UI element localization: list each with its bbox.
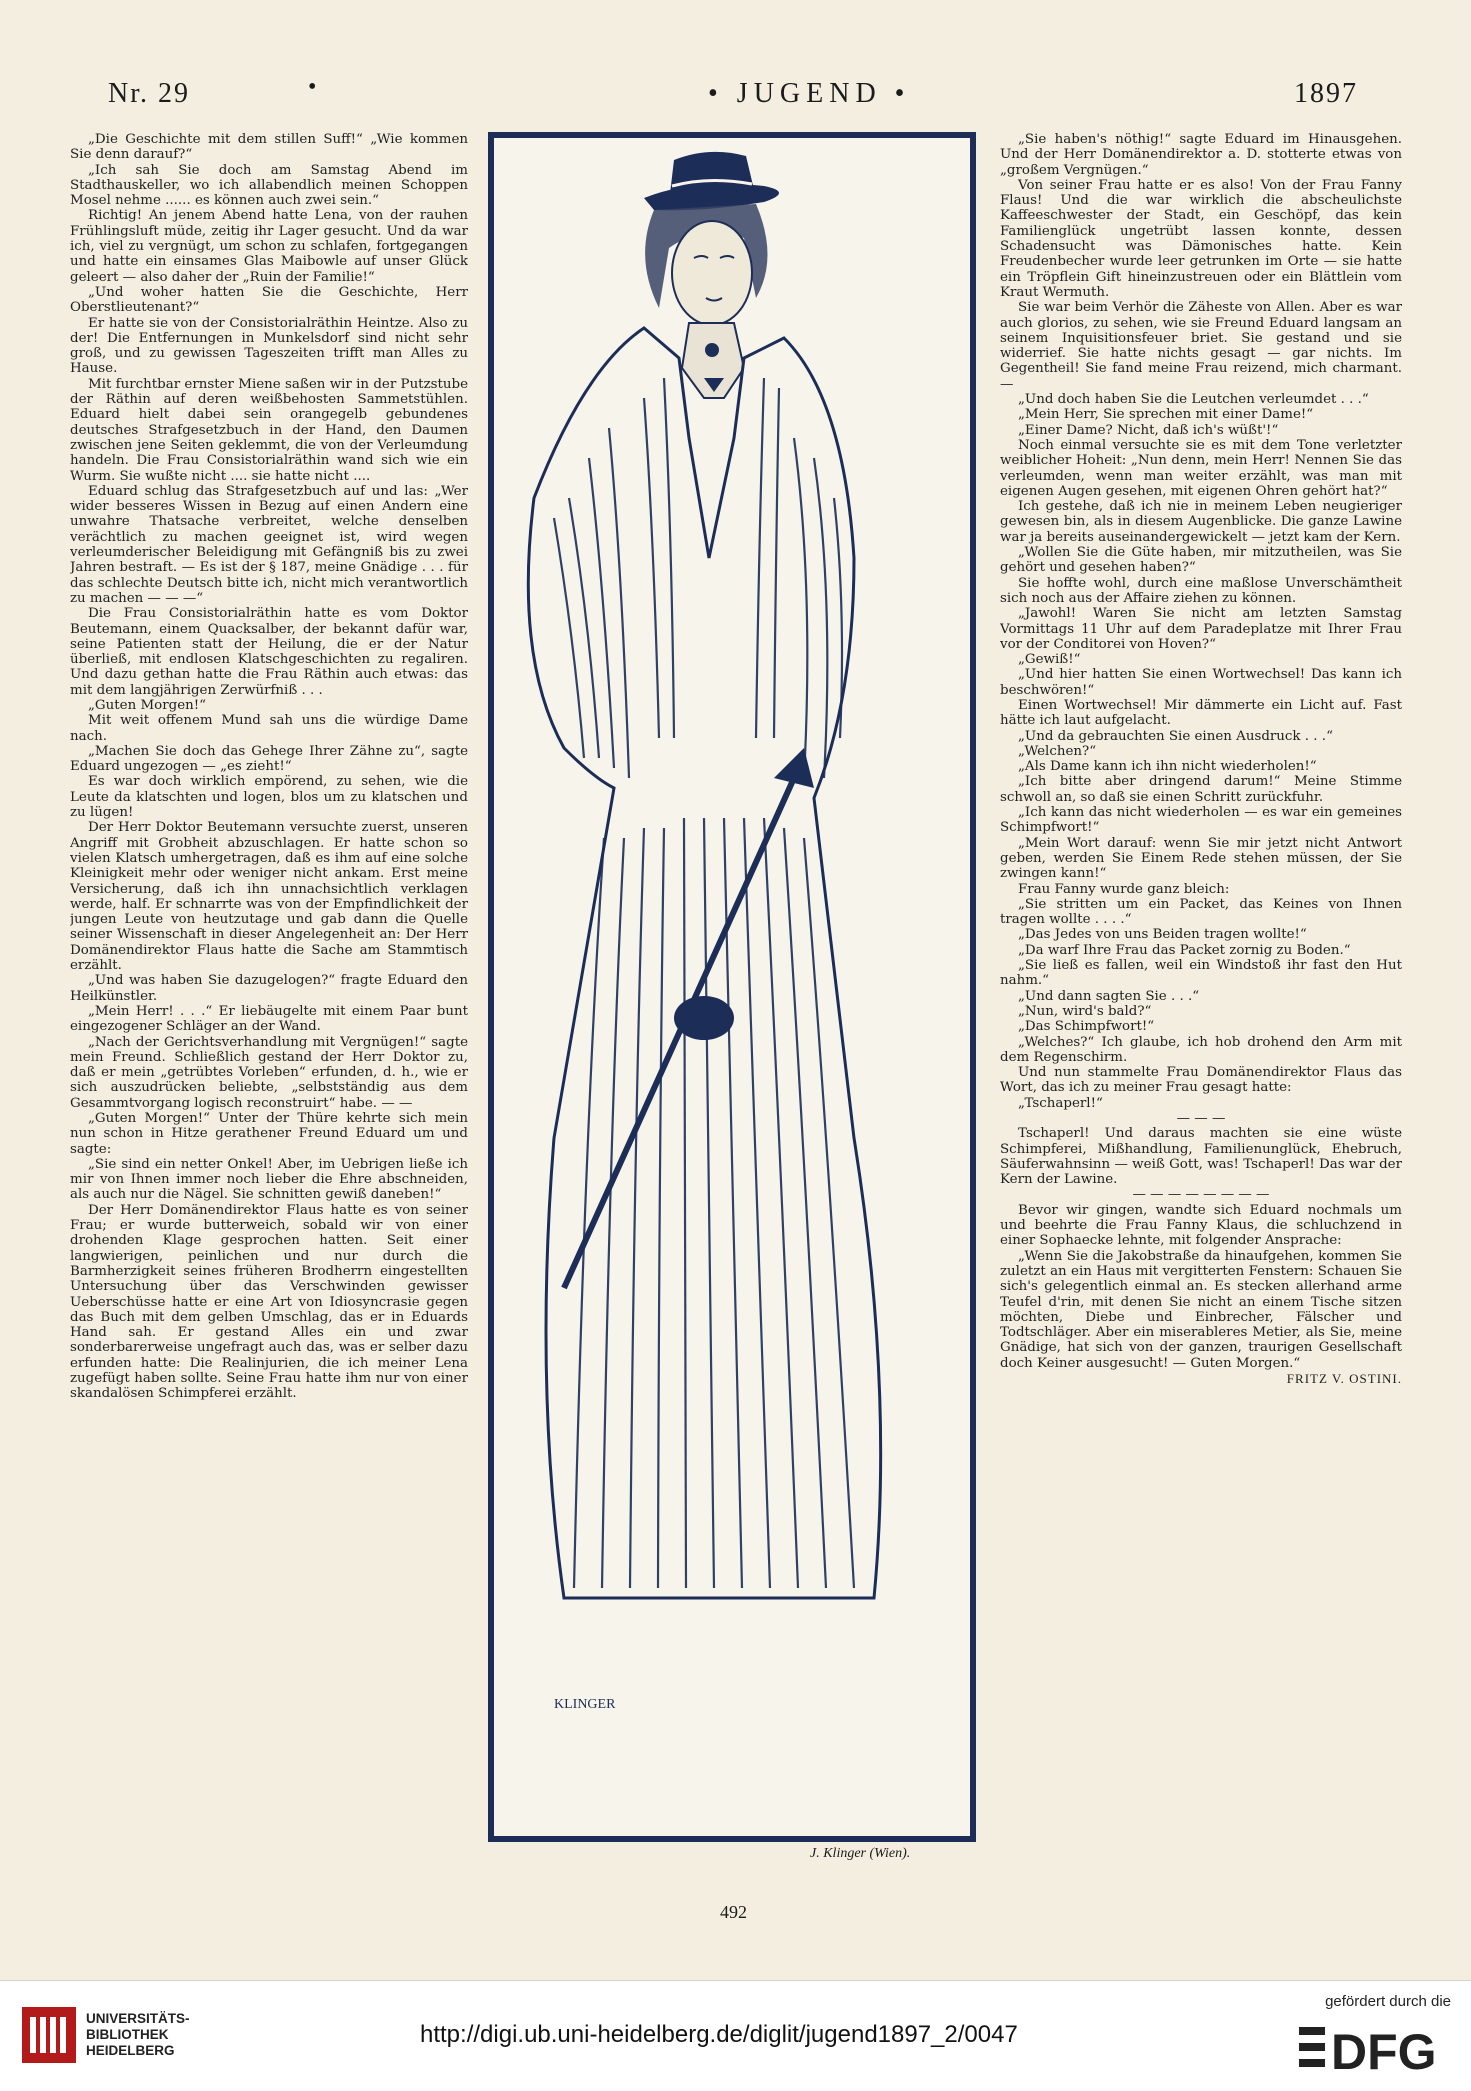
paragraph: „Tschaperl!“: [1018, 1095, 1103, 1111]
illustration-frame: [488, 132, 976, 1842]
paragraph: „Sie haben's nöthig!“ sagte Eduard im Hinausgehen. Und der Herr Domänendirektor a. D. stotterte etwas von „großem Vergnügen.“: [1000, 132, 1402, 178]
library-line: HEIDELBERG: [86, 2043, 175, 2058]
paragraph: „Mein Herr, Sie sprechen mit einer Dame!“: [1018, 407, 1314, 423]
paragraph: Ich gestehe, daß ich nie in meinem Leben neugieriger gewesen bin, als in diesem Augenblicke. Die ganze Lawine war ja bereits auseinandergewickelt — jetzt kam der Kern.: [1000, 499, 1402, 545]
paragraph: „Nach der Gerichtsverhandlung mit Vergnügen!“ sagte mein Freund. Schließlich gestand der Herr Doktor zu, daß er mein „getrübtes Vorleben“ erfunden, d. h., wie er sich auszudrücken beliebte, „selbstständig aus dem Gesammtvorgang logisch reconstruirt“ habe. — —: [70, 1034, 468, 1111]
paragraph: „Guten Morgen!“ Unter der Thüre kehrte sich mein nun schon in Hitze gerathener Freund Eduard um und sagte:: [70, 1111, 468, 1157]
paragraph: „Das Schimpfwort!“: [1018, 1019, 1155, 1035]
artist-signature: KLINGER: [554, 1697, 616, 1712]
digitization-footer: [0, 1980, 1471, 2091]
issue-number: Nr. 29: [108, 78, 190, 109]
paragraph: „Sie sind ein netter Onkel! Aber, im Uebrigen ließe ich mir von Ihnen immer noch lieber die Ehre abschneiden, als auch nur die Nägel. Sie schnitten gewiß daneben!“: [70, 1156, 468, 1203]
paragraph: „Und was haben Sie dazugelogen?“ fragte Eduard den Heilkünstler.: [70, 973, 468, 1004]
paragraph: Mit furchtbar ernster Miene saßen wir in der Putzstube der Räthin auf deren weißbehosten Sammetstühlen. Eduard hielt dabei sein orangegelb gebundenes deutsches Strafgesetzbuch in der Hand, den Daumen zwischen jene Seiten geklemmt, die von der Verleumdung handeln. Die Frau Consistorialräthin wand sich wie ein Wurm. Sie wußte nicht .... sie hatte nicht ....: [70, 376, 468, 484]
paragraph: „Da warf Ihre Frau das Packet zornig zu Boden.“: [1018, 942, 1351, 958]
paragraph: „Sie ließ es fallen, weil ein Windstoß ihr fast den Hut nahm.“: [1000, 958, 1402, 989]
left-text-column: [70, 132, 468, 1842]
paragraph: Sie war beim Verhör die Zäheste von Allen. Aber es war auch glorios, zu sehen, wie sie Freund Eduard langsam an seinem Inquisitionsfeuer briet. Sie gestand und sie widerrief. Sie hatte nichts gesagt — gar nichts. Im Gegentheil! Sie fand meine Frau reizend, mich charmant. —: [1000, 300, 1402, 392]
illustration-credit: J. Klinger (Wien).: [810, 1846, 911, 1861]
paragraph: Und nun stammelte Frau Domänendirektor Flaus das Wort, das ich zu meiner Frau gesagt hatte:: [1000, 1065, 1402, 1096]
coat: [528, 328, 880, 1598]
woman-figure-illustration: [494, 138, 970, 1836]
paragraph: Noch einmal versuchte sie es mit dem Tone verletzter weiblicher Hoheit: „Nun denn, mein Herr! Nennen Sie das verleumden, wenn man weiter erzählt, was man mit eigenen Augen gesehen, mit eigenen Ohren gehört hat?“: [1000, 437, 1402, 499]
face: [672, 221, 752, 325]
gloved-hand: [674, 996, 734, 1040]
paragraph: „Und da gebrauchten Sie einen Ausdruck . . .“: [1018, 728, 1333, 744]
paragraph: „Das Jedes von uns Beiden tragen wollte!“: [1018, 927, 1307, 943]
paragraph: „Mein Wort darauf: wenn Sie mir jetzt nicht Antwort geben, werden Sie Einem Rede stehen müssen, der Sie zwingen kann!“: [1000, 835, 1402, 882]
paragraph: „Und hier hatten Sie einen Wortwechsel! Das kann ich beschwören!“: [1000, 667, 1402, 698]
paragraph: „Ich kann das nicht wiederholen — es war ein gemeines Schimpfwort!“: [1000, 805, 1402, 836]
page-number: 492: [720, 1902, 747, 1922]
year: 1897: [1294, 78, 1358, 109]
paragraph: — — —: [1176, 1111, 1226, 1126]
paragraph: Richtig! An jenem Abend hatte Lena, von der rauhen Frühlingsluft müde, zeitig ihr Lager gesucht. Und da war ich, viel zu vergnügt, um schon zu schlafen, fortgegangen und hatte ein einsames Glas Maibowle auf unser Glück geleert — also daher der „Ruin der Familie!“: [70, 208, 468, 285]
funder-label: gefördert durch die: [1325, 1993, 1451, 2010]
paragraph: „Und doch haben Sie die Leutchen verleumdet . . .“: [1018, 392, 1369, 408]
paragraph: „Mein Herr! . . .“ Er liebäugelte mit einem Paar bunt eingezogener Schläger an der Wand.: [70, 1003, 468, 1035]
header-dot: •: [308, 74, 319, 100]
author-byline: FRITZ V. OSTINI.: [1286, 1371, 1402, 1387]
paragraph: Es war doch wirklich empörend, zu sehen, wie die Leute da klatschten und logen, blos um zu klatschen und zu lügen!: [70, 774, 468, 821]
paragraph: Bevor wir gingen, wandte sich Eduard nochmals um und beehrte die Frau Fanny Klaus, die schluchzend in einer Sophaecke lehnte, mit folgender Ansprache:: [1000, 1202, 1402, 1249]
library-line: UNIVERSITÄTS-: [86, 2011, 190, 2026]
paragraph: „Ich bitte aber dringend darum!“ Meine Stimme schwoll an, so daß sie einen Schritt zurückfuhr.: [1000, 774, 1402, 805]
paragraph: Der Herr Doktor Beutemann versuchte zuerst, unseren Angriff mit Grobheit abzuschlagen. Er hatte schon so vielen Klatsch umhergetragen, daß es ihm auf eine solche Kleinigkeit mehr oder weniger nicht ankam. Erst meine Versicherung, daß ich ihn unnachsichtlich verklagen werde, half. Er schnarrte was von der Empfindlichkeit der jungen Leute von heutzutage und gab dann die Quelle seiner Wissenschaft in dieser Angelegenheit an: Der Herr Domänendirektor Flaus hatte die Sache am Stammtisch erzählt.: [70, 820, 468, 974]
paragraph: „Sie stritten um ein Packet, das Keines von Ihnen tragen wollte . . . .“: [1000, 896, 1402, 928]
paragraph: „Machen Sie doch das Gehege Ihrer Zähne zu“, sagte Eduard ungezogen — „es zieht!“: [70, 743, 468, 775]
paragraph: „Welches?“ Ich glaube, ich hob drohend den Arm mit dem Regenschirm.: [1000, 1034, 1402, 1065]
paragraph: „Guten Morgen!“: [88, 697, 206, 713]
paragraph: „Jawohl! Waren Sie nicht am letzten Samstag Vormittags 11 Uhr auf dem Paradeplatze mit Ihrer Frau vor der Conditorei von Hoven?“: [1000, 606, 1402, 652]
journal-title: • JUGEND •: [708, 78, 911, 109]
source-url-link[interactable]: http://digi.ub.uni-heidelberg.de/diglit/jugend1897_2/0047: [420, 2021, 1018, 2048]
university-library-logo-icon: [22, 2007, 76, 2063]
right-text-column: [1000, 132, 1402, 1852]
paragraph: „Einer Dame? Nicht, daß ich's wüßt'!“: [1018, 422, 1279, 438]
hat-crown: [669, 152, 756, 202]
paragraph: — — — — — — — —: [1132, 1187, 1270, 1203]
paragraph: „Die Geschichte mit dem stillen Suff!“ „Wie kommen Sie denn darauf?“: [70, 132, 468, 163]
paragraph: Tschaperl! Und daraus machten sie eine wüste Schimpferei, Mißhandlung, Familienunglück, Ehebruch, Säuferwahnsinn — weiß Gott, was! Tschaperl! Das war der Kern der Lawine.: [1000, 1126, 1402, 1188]
paragraph: „Gewiß!“: [1018, 652, 1081, 668]
paragraph: „Welchen?“: [1018, 743, 1097, 759]
paragraph: Die Frau Consistorialräthin hatte es vom Doktor Beutemann, einem Quacksalber, der bekannt dafür war, seine Patienten statt der Heilung, die er der Natur überließ, mit endlosen Klatschgeschichten zu regaliren. Und dazu gethan hatte die Frau Räthin auch etwas: das mit dem langjährigen Zerwürfniß . . .: [70, 606, 468, 698]
running-header: [108, 74, 1358, 114]
paragraph: Einen Wortwechsel! Mir dämmerte ein Licht auf. Fast hätte ich laut aufgelacht.: [1000, 697, 1402, 729]
paragraph: „Und dann sagten Sie . . .“: [1018, 988, 1200, 1004]
paragraph: Mit weit offenem Mund sah uns die würdige Dame nach.: [70, 713, 468, 744]
library-line: BIBLIOTHEK: [86, 2027, 169, 2042]
paragraph: „Ich sah Sie doch am Samstag Abend im Stadthauskeller, wo ich allabendlich meinen Schoppen Mosel nehme ...... es können auch zwei sein.“: [70, 162, 468, 209]
paragraph: „Wenn Sie die Jakobstraße da hinaufgehen, kommen Sie zuletzt an ein Haus mit vergitterten Fenstern: Schauen Sie sich's gelegentlich einmal an. Es stecken allerhand arme Teufel d'rin, mit denen Sie nicht an einem Tische sitzen möchten, Diebe und Einbrecher, Fälscher und Todtschläger. Aber ein miserableres Metier, als Sie, meine Gnädige, hat sich von der ganzen, traurigen Gesellschaft doch Keiner ausgesucht! — Guten Morgen.“: [1000, 1248, 1402, 1371]
paragraph: „Nun, wird's bald?“: [1018, 1003, 1152, 1019]
paragraph: Sie hoffte wohl, durch eine maßlose Unverschämtheit sich noch aus der Affaire ziehen zu können.: [1000, 575, 1402, 606]
paragraph: „Und woher hatten Sie die Geschichte, Herr Oberstlieutenant?“: [70, 284, 468, 316]
paragraph: Frau Fanny wurde ganz bleich:: [1018, 881, 1230, 897]
dfg-logo-text: DFG: [1331, 2024, 1437, 2075]
paragraph: „Wollen Sie die Güte haben, mir mitzutheilen, was Sie gehört und gesehen haben?“: [1000, 545, 1402, 576]
dfg-logo-icon: [1299, 2019, 1451, 2075]
paragraph: Von seiner Frau hatte er es also! Von der Frau Fanny Flaus! Und die war wirklich die abscheulichste Kaffeeschwester der Stadt, ein Geschöpf, das kein Familienglück ungetrübt lassen konnte, dessen Schadensucht was Dämonisches hatte. Kein Freudenbecher wurde leer getrunken im Orte — sie hatte ein Tröpflein Gift hineinzustreuen oder ein Blättlein vom Kraut Wermuth.: [1000, 177, 1402, 300]
paragraph: „Als Dame kann ich ihn nicht wiederholen!“: [1018, 759, 1317, 775]
paragraph: Eduard schlug das Strafgesetzbuch auf und las: „Wer wider besseres Wissen in Bezug auf einen Andern eine unwahre Thatsache verbreitet, welche denselben verächtlich zu machen geeignet ist, wird wegen verleumderischer Beleidigung mit Gefängniß bis zu zwei Jahren bestraft. — Es ist der § 187, meine Gnädige . . . für das schlechte Deutsch bitte ich, nicht mich verantwortlich zu machen — — —“: [70, 483, 468, 606]
paragraph: Er hatte sie von der Consistorialräthin Heintze. Also zu der! Die Entfernungen in Munkelsdorf sind nicht sehr groß, und zu gewissen Tageszeiten trifft man Alles zu Hause.: [70, 315, 468, 377]
paragraph: Der Herr Domänendirektor Flaus hatte es von seiner Frau; er wurde butterweich, sobald wir von einer drohenden Klage gesprochen hatten. Seit einer langwierigen, peinlichen und nur durch die Barmherzigkeit seines früheren Brodherrn eingestellten Untersuchung über das Verschwinden gewisser Ueberschüsse hatte er eine Art von Idiosyncrasie gegen das Buch mit dem gelben Umschlag, das er in Eduards Hand sah. Er gestand Alles ein und zwar sonderbarerweise ungefragt auch das, was er selber dazu erfunden hatte: Die Realinjurien, die ich meiner Lena zugefügt haben sollte. Seine Frau hatte ihm nur von einer skandalösen Schimpferei erzählt.: [70, 1202, 468, 1402]
university-library-name: [86, 2011, 190, 2059]
